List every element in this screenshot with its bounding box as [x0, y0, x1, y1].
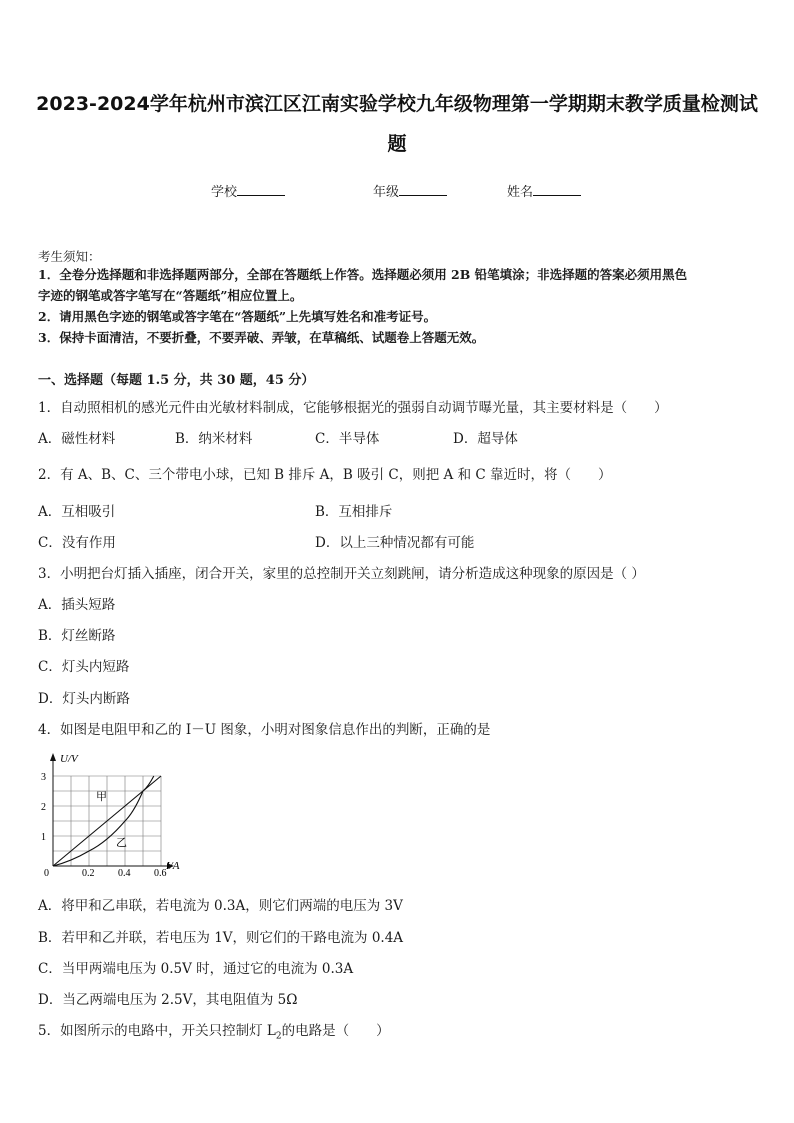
tick-labels — [41, 772, 167, 878]
question-3-option-a: A．插头短路 — [38, 597, 116, 613]
y-tick-label: 1 — [41, 832, 46, 843]
question-5-stem-end: 的电路是（ ） — [281, 1023, 390, 1039]
notice-item-3: 3．保持卡面清洁，不要折叠，不要弄破、弄皱，在草稿纸、试题卷上答题无效。 — [38, 330, 485, 345]
question-1-option-a: A．磁性材料 — [38, 431, 116, 447]
question-5-stem — [38, 1019, 390, 1042]
grade-label: 年级 — [373, 185, 400, 200]
question-4-option-d: D．当乙两端电压为 2.5V，其电阻值为 5Ω — [38, 992, 298, 1008]
section-heading: 一、选择题（每题 1.5 分，共 30 题，45 分） — [38, 373, 315, 388]
name-field — [507, 181, 581, 200]
notice-heading: 考生须知： — [38, 249, 101, 264]
question-4-option-b: B．若甲和乙并联，若电压为 1V，则它们的干路电流为 0.4A — [38, 930, 404, 946]
question-4-option-a: A．将甲和乙串联，若电流为 0.3A，则它们两端的电压为 3V — [38, 898, 403, 914]
question-3-option-d: D．灯头内断路 — [38, 691, 130, 707]
question-1-option-d: D．超导体 — [453, 431, 518, 447]
grade-field — [373, 181, 447, 200]
school-field — [211, 181, 285, 200]
question-2-stem: 2．有 A、B、C、三个带电小球，已知 B 排斥 A，B 吸引 C，则把 A 和 C 靠近时，将（ ） — [38, 467, 612, 483]
x-tick-label: 0.2 — [82, 868, 95, 878]
notice-item-1-line2: 字迹的钢笔或答字笔写在“答题纸”相应位置上。 — [38, 288, 303, 303]
question-1-option-c: C．半导体 — [315, 431, 380, 447]
x-tick-label: 0.6 — [154, 868, 167, 878]
x-axis-label: I/A — [166, 860, 180, 872]
grade-blank — [399, 183, 447, 196]
question-3-option-b: B．灯丝断路 — [38, 628, 116, 644]
curve-b-label: 乙 — [116, 837, 127, 849]
question-4-stem: 4．如图是电阻甲和乙的 I－U 图象，小明对图象信息作出的判断，正确的是 — [38, 722, 491, 738]
exam-title-line2: 题 — [387, 133, 407, 155]
notice-item-2: 2．请用黑色字迹的钢笔或答字笔在“答题纸”上先填写姓名和准考证号。 — [38, 309, 437, 324]
curve-a-label: 甲 — [96, 791, 107, 803]
question-3-stem: 3．小明把台灯插入插座，闭合开关，家里的总控制开关立刻跳闸，请分析造成这种现象的原因是（ ） — [38, 566, 645, 582]
y-axis-label: U/V — [60, 753, 78, 765]
notice-item-1-line1: 1．全卷分选择题和非选择题两部分，全部在答题纸上作答。选择题必须用 2B 铅笔填涂；非选择题的答案必须用黑色 — [38, 267, 688, 282]
question-1-stem: 1．自动照相机的感光元件由光敏材料制成，它能够根据光的强弱自动调节曝光量，其主要材料是（ ） — [38, 400, 668, 416]
question-5-subscript: 2 — [275, 1031, 282, 1042]
question-5-stem-main: 5．如图所示的电路中，开关只控制灯 L — [38, 1023, 276, 1039]
question-2-option-b: B．互相排斥 — [315, 504, 393, 520]
origin-label: 0 — [44, 868, 49, 878]
question-4-option-c: C．当甲两端电压为 0.5V 时，通过它的电流为 0.3A — [38, 961, 354, 977]
question-2-option-d: D．以上三种情况都有可能 — [315, 535, 475, 551]
school-label: 学校 — [211, 185, 238, 200]
y-tick-label: 2 — [41, 802, 46, 813]
y-axis-arrow-icon — [50, 753, 56, 761]
question-2-option-c: C．没有作用 — [38, 535, 116, 551]
school-blank — [237, 183, 285, 196]
question-2-option-a: A．互相吸引 — [38, 504, 116, 520]
question-3-option-c: C．灯头内短路 — [38, 659, 130, 675]
iu-graph — [36, 748, 196, 878]
name-label: 姓名 — [507, 185, 534, 200]
exam-title-line1: 2023-2024学年杭州市滨江区江南实验学校九年级物理第一学期期末教学质量检测试 — [36, 93, 758, 115]
y-tick-label: 3 — [41, 772, 46, 783]
name-blank — [533, 183, 581, 196]
question-1-option-b: B．纳米材料 — [175, 431, 253, 447]
x-tick-label: 0.4 — [118, 868, 131, 878]
